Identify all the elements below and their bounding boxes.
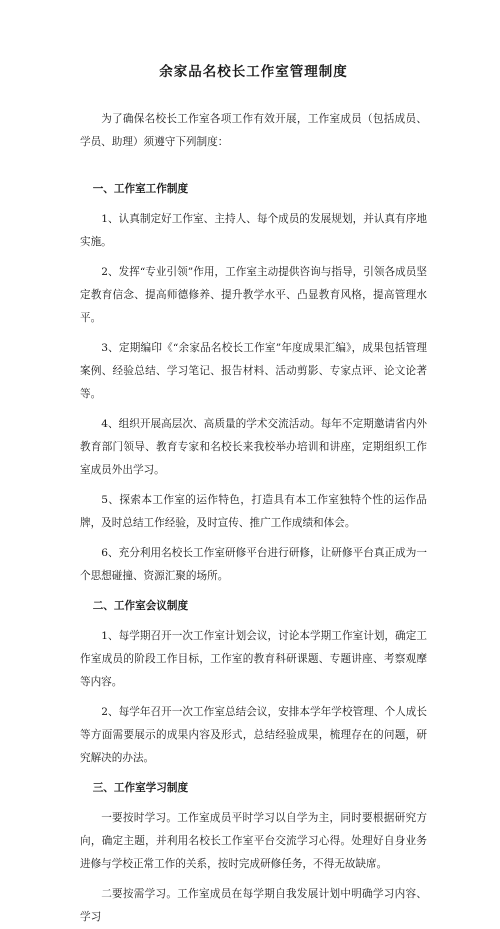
paragraph: 1、每学期召开一次工作室计划会议，讨论本学期工作室计划，确定工作室成员的阶段工作目标，工作室的教育科研课题、专题讲座、考察观摩等内容。 [80,630,427,688]
paragraph: 5、探索本工作室的运作特色，打造具有本工作室独特个性的运作品牌，及时总结工作经验，及时宣传、推广工作成绩和体会。 [80,494,427,529]
section-heading-study-system: 三、工作室学习制度 [92,782,189,794]
paragraph: 1、认真制定好工作室、主持人、每个成员的发展规划，并认真有序地实施。 [80,213,427,248]
paragraph: 2、每学年召开一次工作室总结会议，安排本学年学校管理、个人成长等方面需要展示的成果内容及形式，总结经验成果，梳理存在的问题，研究解决的办法。 [80,706,427,764]
document-title: 余家品名校长工作室管理制度 [159,64,348,80]
paragraph: 6、充分利用名校长工作室研修平台进行研修，让研修平台真正成为一个思想碰撞、资源汇聚的场所。 [80,547,427,582]
paragraph: 3、定期编印《“余家品名校长工作室”年度成果汇编》，成果包括管理案例、经验总结、学习笔记、报告材料、活动剪影、专家点评、论文论著等。 [80,342,427,400]
paragraph: 2、发挥“专业引领”作用，工作室主动提供咨询与指导，引领各成员坚定教育信念、提高师德修养、提升教学水平、凸显教育风格，提高管理水平。 [80,266,427,324]
document-body [80,108,427,929]
paragraph: 二要按需学习。工作室成员在每学期自我发展计划中明确学习内容、学习 [80,888,427,923]
paragraph: 4、组织开展高层次、高质量的学术交流活动。每年不定期邀请省内外教育部门领导、教育专家和名校长来我校举办培训和讲座，定期组织工作室成员外出学习。 [80,418,427,476]
section-heading-meeting-system: 二、工作室会议制度 [92,600,189,612]
intro-paragraph: 为了确保名校长工作室各项工作有效开展，工作室成员（包括成员、学员、助理）须遵守下列制度： [80,113,427,148]
section-heading-work-system: 一、工作室工作制度 [92,183,189,195]
paragraph: 一要按时学习。工作室成员平时学习以自学为主，同时要根据研究方向，确定主题，并利用名校长工作室平台交流学习心得。处理好自身业务进修与学校正常工作的关系，按时完成研修任务，不得无故缺席。 [80,812,427,870]
